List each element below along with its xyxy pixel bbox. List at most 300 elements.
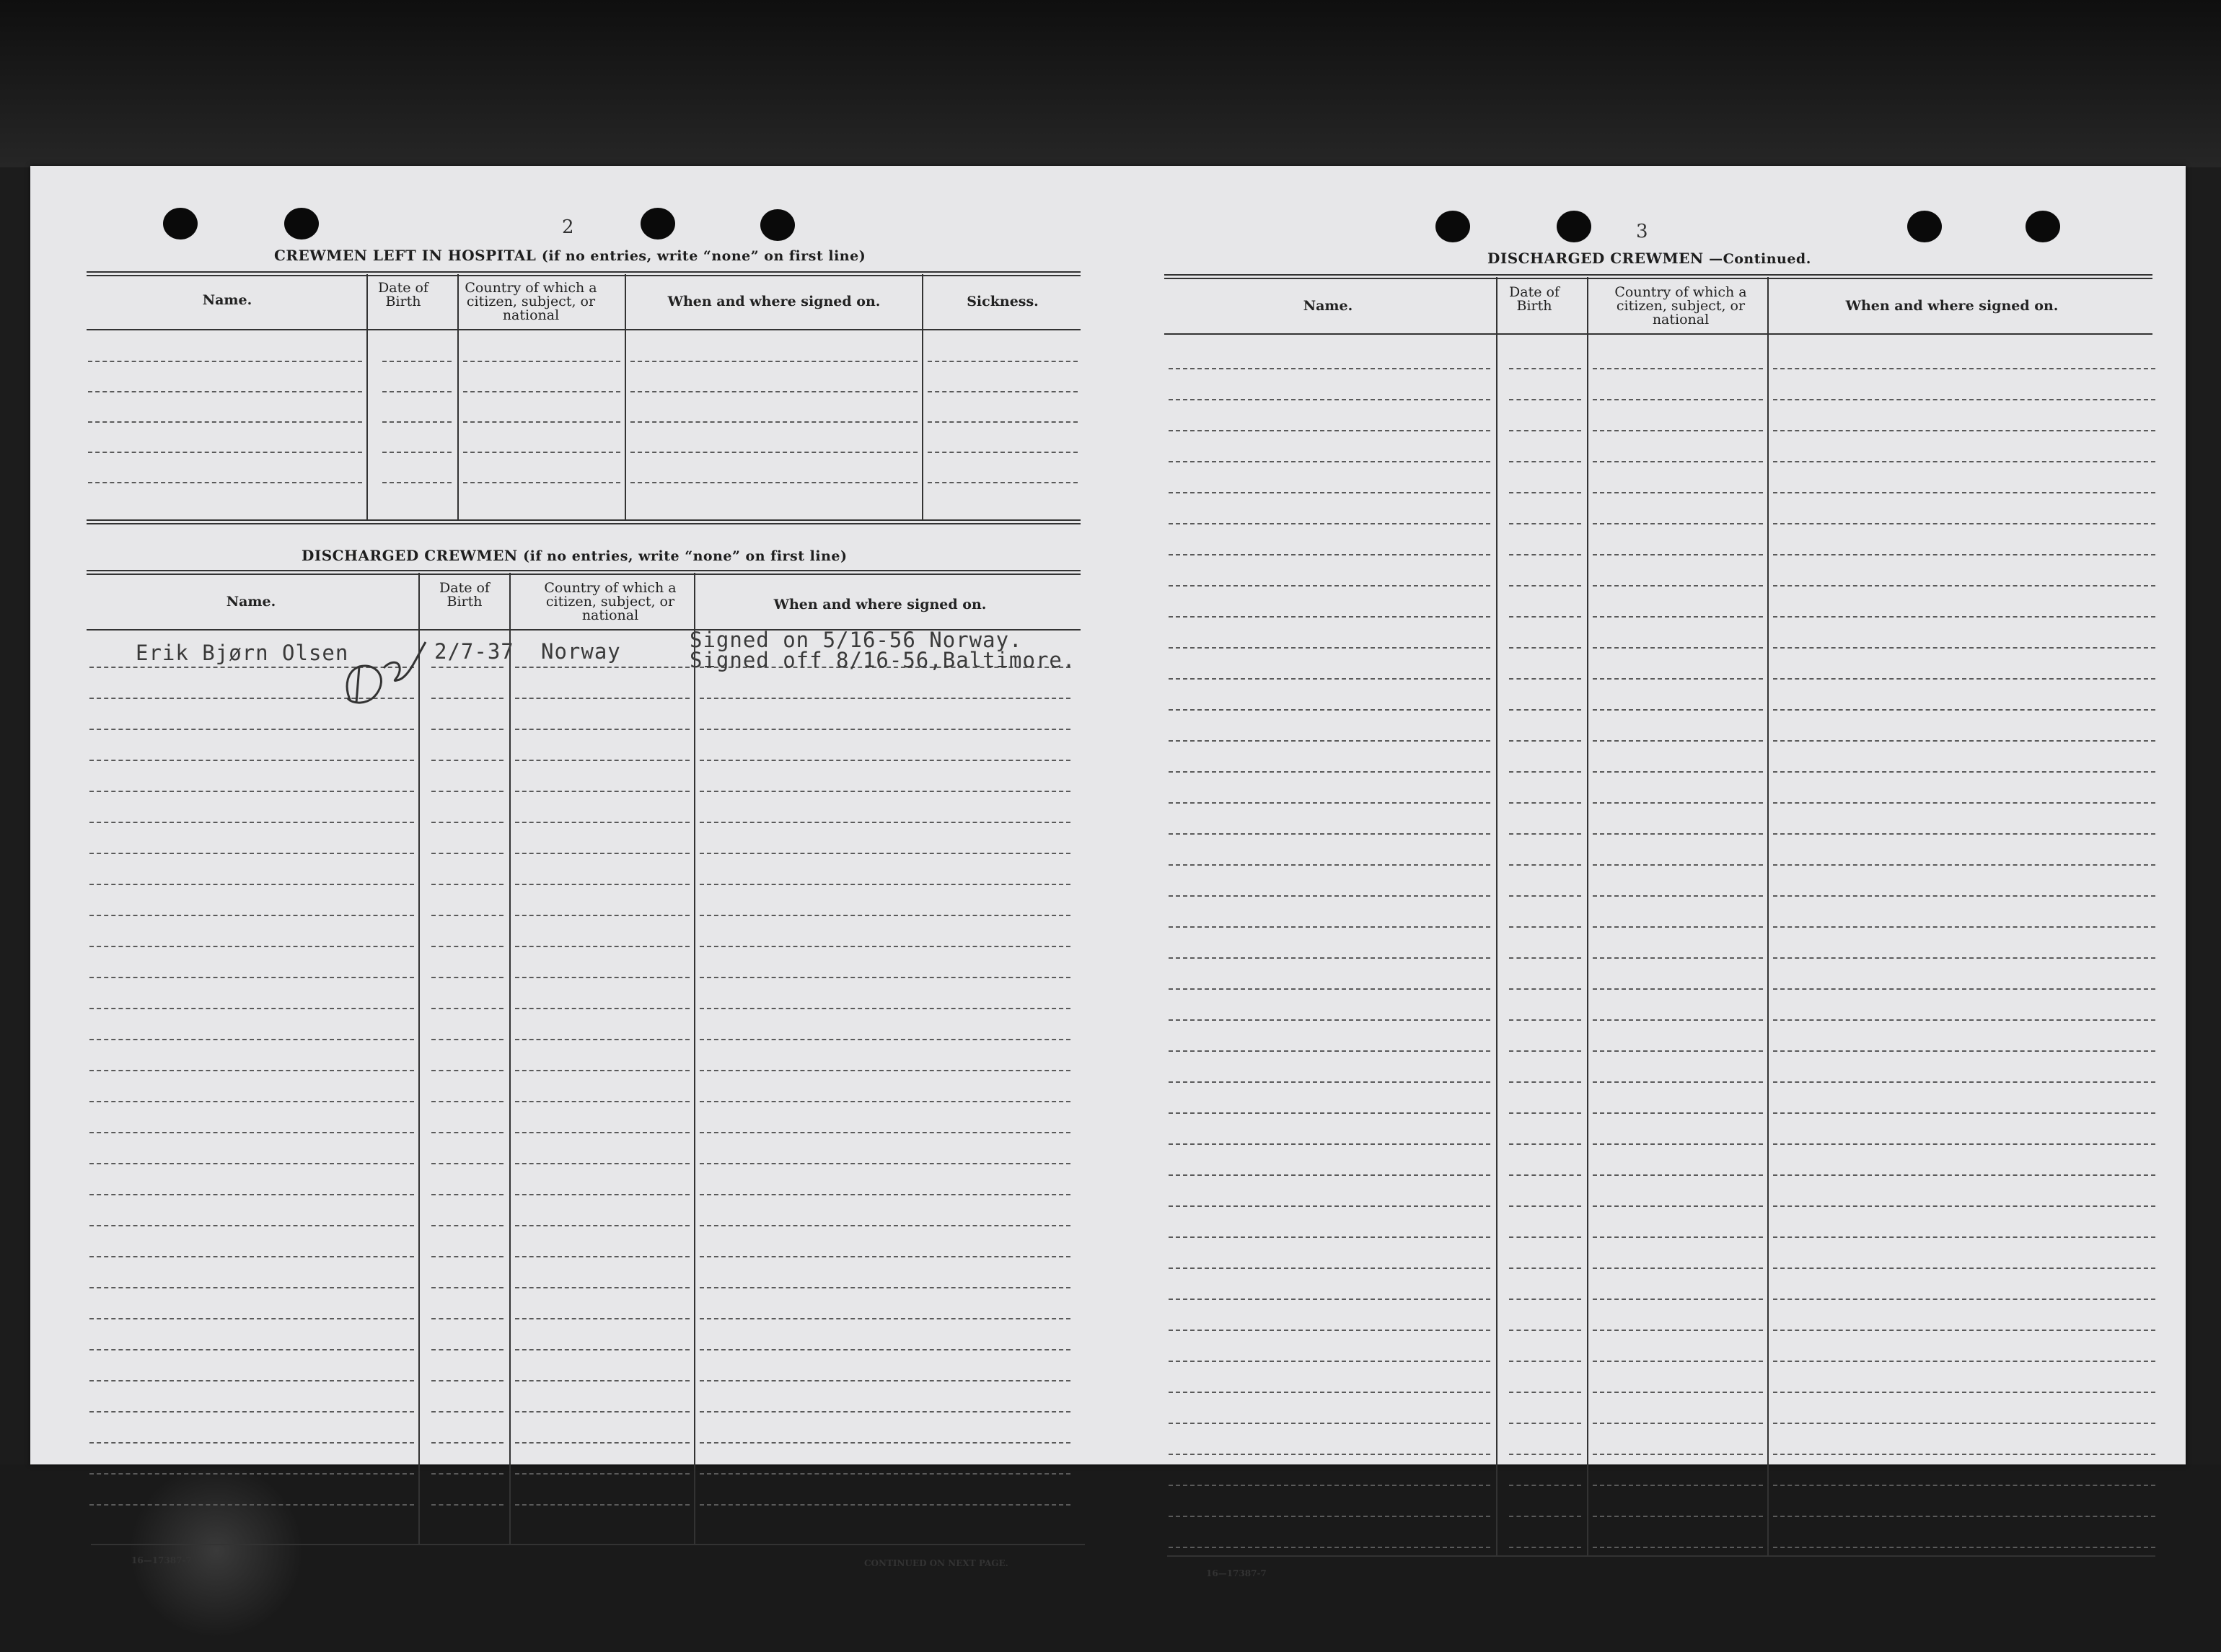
ruled-line <box>431 1411 503 1412</box>
ruled-line <box>1509 1236 1581 1238</box>
ruled-line <box>89 1194 414 1195</box>
ruled-line <box>1773 1267 2155 1269</box>
ruled-line <box>1509 1392 1581 1393</box>
ruled-line <box>1773 368 2155 369</box>
ruled-line <box>1509 1516 1581 1517</box>
ruled-line <box>1169 1143 1490 1145</box>
right-col-name: Name. <box>1303 298 1353 314</box>
ruled-line <box>89 1008 414 1009</box>
ruled-line <box>1773 1112 2155 1114</box>
ruled-line <box>88 421 362 423</box>
ruled-line <box>89 1442 414 1444</box>
ruled-line <box>700 1101 1070 1102</box>
ruled-line <box>1593 523 1763 524</box>
ruled-line <box>1169 399 1490 400</box>
ruled-line <box>1773 864 2155 866</box>
right-col-signed: When and where signed on. <box>1845 298 2059 314</box>
ruled-line <box>1773 1423 2155 1424</box>
ruled-line <box>89 729 414 730</box>
ruled-line <box>1593 1330 1763 1331</box>
ruled-line <box>1773 1361 2155 1362</box>
ruled-line <box>382 421 452 423</box>
ruled-line <box>1509 585 1581 586</box>
ruled-line <box>89 1380 414 1381</box>
ruled-line <box>1169 1485 1490 1486</box>
ruled-line <box>1509 771 1581 773</box>
ruled-line <box>1509 368 1581 369</box>
ruled-line <box>928 361 1078 362</box>
ruled-line <box>1773 988 2155 990</box>
scan-background-bottom <box>0 1464 2221 1652</box>
ruled-line <box>1773 1547 2155 1548</box>
ruled-line <box>1593 368 1763 369</box>
ruled-line <box>1773 461 2155 462</box>
ruled-line <box>1509 1423 1581 1424</box>
ruled-line <box>1169 492 1490 493</box>
ruled-line <box>515 1256 690 1257</box>
ruled-line <box>1773 554 2155 555</box>
form-number-left: 16—17387-7 <box>131 1555 192 1565</box>
ruled-line <box>88 452 362 453</box>
ruled-line <box>431 946 503 947</box>
right-col-divider <box>1587 277 1588 1555</box>
ruled-line <box>431 1504 503 1506</box>
entry-name: Erik Bjørn Olsen <box>136 641 349 665</box>
ruled-line <box>1593 926 1763 928</box>
right-col-dob: Date of Birth <box>1509 284 1560 314</box>
entry-country: Norway <box>541 639 621 664</box>
ruled-line <box>1593 554 1763 555</box>
ruled-line <box>1773 709 2155 711</box>
ruled-line <box>515 1132 690 1133</box>
hospital-col-dob: Date of Birth <box>378 280 428 309</box>
ruled-line <box>89 1318 414 1319</box>
ruled-line <box>515 853 690 854</box>
ruled-line <box>630 482 918 483</box>
ruled-line <box>1509 833 1581 835</box>
ruled-line <box>515 1318 690 1319</box>
ruled-line <box>1773 399 2155 400</box>
ruled-line <box>928 421 1078 423</box>
ruled-line <box>88 361 362 362</box>
handwritten-initial-mark <box>319 635 427 714</box>
ruled-line <box>1773 771 2155 773</box>
ruled-line <box>1509 616 1581 618</box>
ruled-line <box>1169 585 1490 586</box>
ruled-line <box>463 391 620 392</box>
ruled-line <box>515 1225 690 1226</box>
ruled-line <box>89 1256 414 1257</box>
ruled-line <box>1773 1236 2155 1238</box>
ruled-line <box>1593 1050 1763 1052</box>
ruled-line <box>1773 430 2155 431</box>
ruled-line <box>1169 1112 1490 1114</box>
ruled-line <box>89 884 414 885</box>
ruled-line <box>1169 523 1490 524</box>
ruled-line <box>1593 1454 1763 1455</box>
ruled-line <box>89 946 414 947</box>
ruled-line <box>1773 957 2155 959</box>
ruled-line <box>515 1411 690 1412</box>
ruled-line <box>700 1194 1070 1195</box>
hospital-col-country: Country of which a citizen, subject, or national <box>465 280 597 323</box>
ruled-line <box>1773 647 2155 649</box>
hospital-section-title <box>274 247 866 264</box>
ruled-line <box>1509 492 1581 493</box>
ruled-line <box>1593 1112 1763 1114</box>
ruled-line <box>89 760 414 761</box>
right-table-top-rule <box>1164 274 2152 279</box>
ruled-line <box>88 391 362 392</box>
ruled-line <box>1593 957 1763 959</box>
ruled-line <box>1169 771 1490 773</box>
ruled-line <box>1509 554 1581 555</box>
ruled-line <box>515 1349 690 1350</box>
ruled-line <box>431 1194 503 1195</box>
ruled-line <box>1509 461 1581 462</box>
ruled-line <box>515 1442 690 1444</box>
ruled-line <box>382 361 452 362</box>
ruled-line <box>463 421 620 423</box>
ruled-line <box>1773 1330 2155 1331</box>
ruled-line <box>700 1349 1070 1350</box>
ruled-line <box>1169 554 1490 555</box>
ruled-line <box>515 1008 690 1009</box>
ruled-line <box>89 791 414 792</box>
ruled-line <box>1773 1392 2155 1393</box>
ruled-line <box>1509 926 1581 928</box>
ruled-line <box>1169 461 1490 462</box>
ruled-line <box>1773 1143 2155 1145</box>
ruled-line <box>700 915 1070 916</box>
ruled-line <box>431 853 503 854</box>
page-number-right: 3 <box>1636 221 1648 242</box>
ruled-line <box>1593 1143 1763 1145</box>
ruled-line <box>1169 1205 1490 1207</box>
punch-hole <box>1557 211 1591 242</box>
ruled-line <box>1169 1454 1490 1455</box>
ruled-line <box>1593 988 1763 990</box>
ruled-line <box>700 1008 1070 1009</box>
ruled-line <box>1593 461 1763 462</box>
ruled-line <box>1509 399 1581 400</box>
ruled-line <box>515 1380 690 1381</box>
ruled-line <box>1169 1516 1490 1517</box>
hospital-col-name: Name. <box>202 292 252 308</box>
ruled-line <box>515 822 690 823</box>
ruled-line <box>1593 678 1763 680</box>
ruled-line <box>431 760 503 761</box>
ruled-line <box>89 1070 414 1071</box>
ruled-line <box>431 791 503 792</box>
ruled-line <box>700 1318 1070 1319</box>
ruled-line <box>515 884 690 885</box>
ruled-line <box>463 452 620 453</box>
hospital-table-bottom-rule <box>87 519 1081 524</box>
ruled-line <box>431 1008 503 1009</box>
ruled-line <box>1773 492 2155 493</box>
ruled-line <box>515 977 690 978</box>
ruled-line <box>89 1411 414 1412</box>
ruled-line <box>1593 399 1763 400</box>
ruled-line <box>1169 988 1490 990</box>
ruled-line <box>630 361 918 362</box>
ruled-line <box>1593 1267 1763 1269</box>
ruled-line <box>1509 1454 1581 1455</box>
hospital-col-divider <box>922 274 923 519</box>
ruled-line <box>1773 1485 2155 1486</box>
ruled-line <box>1169 1174 1490 1176</box>
discharged-title-text: DISCHARGED CREWMEN <box>302 547 518 564</box>
ruled-line <box>89 1132 414 1133</box>
ruled-line <box>700 1132 1070 1133</box>
ruled-line <box>1593 1236 1763 1238</box>
ruled-line <box>89 1473 414 1475</box>
ruled-line <box>1773 523 2155 524</box>
ruled-line <box>1773 802 2155 804</box>
ruled-line <box>1509 1205 1581 1207</box>
ruled-line <box>1593 647 1763 649</box>
ruled-line <box>1593 1205 1763 1207</box>
ruled-line <box>1593 1392 1763 1393</box>
ruled-line <box>89 1349 414 1350</box>
ruled-line <box>1593 1423 1763 1424</box>
ruled-line <box>431 1101 503 1102</box>
ruled-line <box>1773 1050 2155 1052</box>
ruled-line <box>1773 1081 2155 1083</box>
ruled-line <box>700 1287 1070 1288</box>
ruled-line <box>1169 1423 1490 1424</box>
ruled-line <box>382 452 452 453</box>
continued-note: CONTINUED ON NEXT PAGE. <box>864 1558 1008 1568</box>
page-number-left: 2 <box>562 216 574 238</box>
ruled-line <box>515 1194 690 1195</box>
ruled-line <box>1169 1267 1490 1269</box>
ruled-line <box>928 482 1078 483</box>
ruled-line <box>89 1163 414 1164</box>
ruled-line <box>1593 430 1763 431</box>
ruled-line <box>515 729 690 730</box>
ruled-line <box>431 1225 503 1226</box>
ruled-line <box>1169 926 1490 928</box>
continued-title-suffix: —Continued. <box>1709 251 1811 267</box>
hospital-col-signed: When and where signed on. <box>667 294 881 309</box>
ruled-line <box>1169 833 1490 835</box>
ruled-line <box>89 1101 414 1102</box>
ruled-line <box>463 361 620 362</box>
ruled-line <box>1593 1299 1763 1300</box>
ruled-line <box>463 482 620 483</box>
ruled-line <box>700 1070 1070 1071</box>
right-col-divider <box>1767 277 1769 1555</box>
ruled-line <box>1773 1299 2155 1300</box>
discharged-col-divider <box>509 573 511 1544</box>
right-page-bottom-rule <box>1167 1555 2155 1557</box>
ruled-line <box>1509 864 1581 866</box>
entry-signed-on: Signed on 5/16-56 Norway. <box>690 628 1023 652</box>
ruled-line <box>1169 1299 1490 1300</box>
ruled-line <box>89 1225 414 1226</box>
discharged-title-note: (if no entries, write “none” on first line) <box>523 548 848 564</box>
ruled-line <box>431 1442 503 1444</box>
ruled-line <box>1593 1361 1763 1362</box>
right-col-divider <box>1496 277 1497 1555</box>
ruled-line <box>1169 1081 1490 1083</box>
ruled-line <box>1773 1516 2155 1517</box>
ruled-line <box>515 667 690 668</box>
ruled-line <box>1509 1547 1581 1548</box>
ruled-line <box>700 1225 1070 1226</box>
ruled-line <box>1169 895 1490 897</box>
ruled-line <box>1593 1516 1763 1517</box>
ruled-line <box>700 853 1070 854</box>
ruled-line <box>700 1411 1070 1412</box>
ruled-line <box>1169 430 1490 431</box>
ruled-line <box>1593 1081 1763 1083</box>
ruled-line <box>515 946 690 947</box>
ruled-line <box>431 884 503 885</box>
ruled-line <box>700 1039 1070 1040</box>
punch-hole <box>1435 211 1470 242</box>
ruled-line <box>1593 709 1763 711</box>
ruled-line <box>1773 833 2155 835</box>
hospital-col-divider <box>625 274 626 519</box>
ruled-line <box>89 853 414 854</box>
punch-hole <box>163 208 198 240</box>
ruled-line <box>1169 802 1490 804</box>
ruled-line <box>928 391 1078 392</box>
discharged-col-divider <box>418 573 420 1544</box>
ruled-line <box>630 452 918 453</box>
hospital-col-divider <box>457 274 459 519</box>
ruled-line <box>700 760 1070 761</box>
ruled-line <box>1169 1019 1490 1021</box>
ruled-line <box>1169 709 1490 711</box>
ruled-line <box>1509 678 1581 680</box>
ruled-line <box>431 1287 503 1288</box>
ruled-line <box>89 1287 414 1288</box>
ruled-line <box>515 791 690 792</box>
ruled-line <box>431 1163 503 1164</box>
ruled-line <box>89 822 414 823</box>
left-page-bottom-rule <box>91 1544 1085 1545</box>
ruled-line <box>700 822 1070 823</box>
ruled-line <box>1509 430 1581 431</box>
ruled-line <box>1169 864 1490 866</box>
ruled-line <box>431 915 503 916</box>
ruled-line <box>1509 1143 1581 1145</box>
discharged-col-country: Country of which a citizen, subject, or national <box>544 580 677 623</box>
ruled-line <box>928 452 1078 453</box>
ruled-line <box>1773 926 2155 928</box>
discharged-col-signed: When and where signed on. <box>773 597 987 612</box>
ruled-line <box>700 1504 1070 1506</box>
ruled-line <box>1593 864 1763 866</box>
ruled-line <box>1509 802 1581 804</box>
ruled-line <box>700 1163 1070 1164</box>
ruled-line <box>1509 1299 1581 1300</box>
ruled-line <box>1593 802 1763 804</box>
hospital-col-divider <box>366 274 368 519</box>
hospital-table-top-rule <box>87 271 1081 276</box>
ruled-line <box>1773 895 2155 897</box>
ruled-line <box>1509 1267 1581 1269</box>
ruled-line <box>1169 1361 1490 1362</box>
ruled-line <box>700 1442 1070 1444</box>
ruled-line <box>1169 1392 1490 1393</box>
ruled-line <box>1593 1547 1763 1548</box>
ruled-line <box>431 1132 503 1133</box>
ruled-line <box>515 1287 690 1288</box>
hospital-title-note: (if no entries, write “none” on first line) <box>541 248 866 264</box>
ruled-line <box>1773 1019 2155 1021</box>
hospital-title-text: CREWMEN LEFT IN HOSPITAL <box>274 247 537 264</box>
ruled-line <box>1509 1112 1581 1114</box>
hospital-col-sickness: Sickness. <box>967 294 1039 309</box>
ruled-line <box>89 1039 414 1040</box>
ruled-line <box>431 822 503 823</box>
ruled-line <box>1509 1174 1581 1176</box>
ruled-line <box>1169 957 1490 959</box>
ruled-line <box>700 977 1070 978</box>
ruled-line <box>1509 1330 1581 1331</box>
ruled-line <box>1509 1050 1581 1052</box>
ruled-line <box>1169 1547 1490 1548</box>
ruled-line <box>515 1504 690 1506</box>
ruled-line <box>1509 1485 1581 1486</box>
ruled-line <box>1593 585 1763 586</box>
ruled-line <box>700 884 1070 885</box>
discharged-continued-title <box>1487 250 1811 267</box>
punch-hole <box>284 208 319 240</box>
ruled-line <box>431 698 503 699</box>
punch-hole <box>760 209 795 241</box>
ruled-line <box>1169 616 1490 618</box>
ruled-line <box>1593 1019 1763 1021</box>
ruled-line <box>431 1256 503 1257</box>
ruled-line <box>431 729 503 730</box>
ruled-line <box>1509 957 1581 959</box>
right-header-rule <box>1164 333 2152 335</box>
ruled-line <box>1169 1236 1490 1238</box>
ruled-line <box>1509 740 1581 742</box>
document-sheet <box>30 166 2186 1578</box>
ruled-line <box>1593 740 1763 742</box>
ruled-line <box>1593 1174 1763 1176</box>
discharged-section-title <box>302 547 847 564</box>
discharged-table-top-rule <box>87 570 1081 575</box>
punch-hole <box>1907 211 1942 242</box>
ruled-line <box>515 1163 690 1164</box>
ruled-line <box>630 421 918 423</box>
ruled-line <box>1169 740 1490 742</box>
ruled-line <box>1593 833 1763 835</box>
ruled-line <box>431 1349 503 1350</box>
ruled-line <box>700 1473 1070 1475</box>
ruled-line <box>431 1039 503 1040</box>
ruled-line <box>431 1380 503 1381</box>
ruled-line <box>88 482 362 483</box>
ruled-line <box>1593 895 1763 897</box>
ruled-line <box>1169 1050 1490 1052</box>
ruled-line <box>431 1318 503 1319</box>
ruled-line <box>515 915 690 916</box>
ruled-line <box>1169 1330 1490 1331</box>
ruled-line <box>1773 585 2155 586</box>
form-number-right: 16—17387-7 <box>1206 1568 1267 1578</box>
ruled-line <box>1773 1174 2155 1176</box>
ruled-line <box>1593 492 1763 493</box>
